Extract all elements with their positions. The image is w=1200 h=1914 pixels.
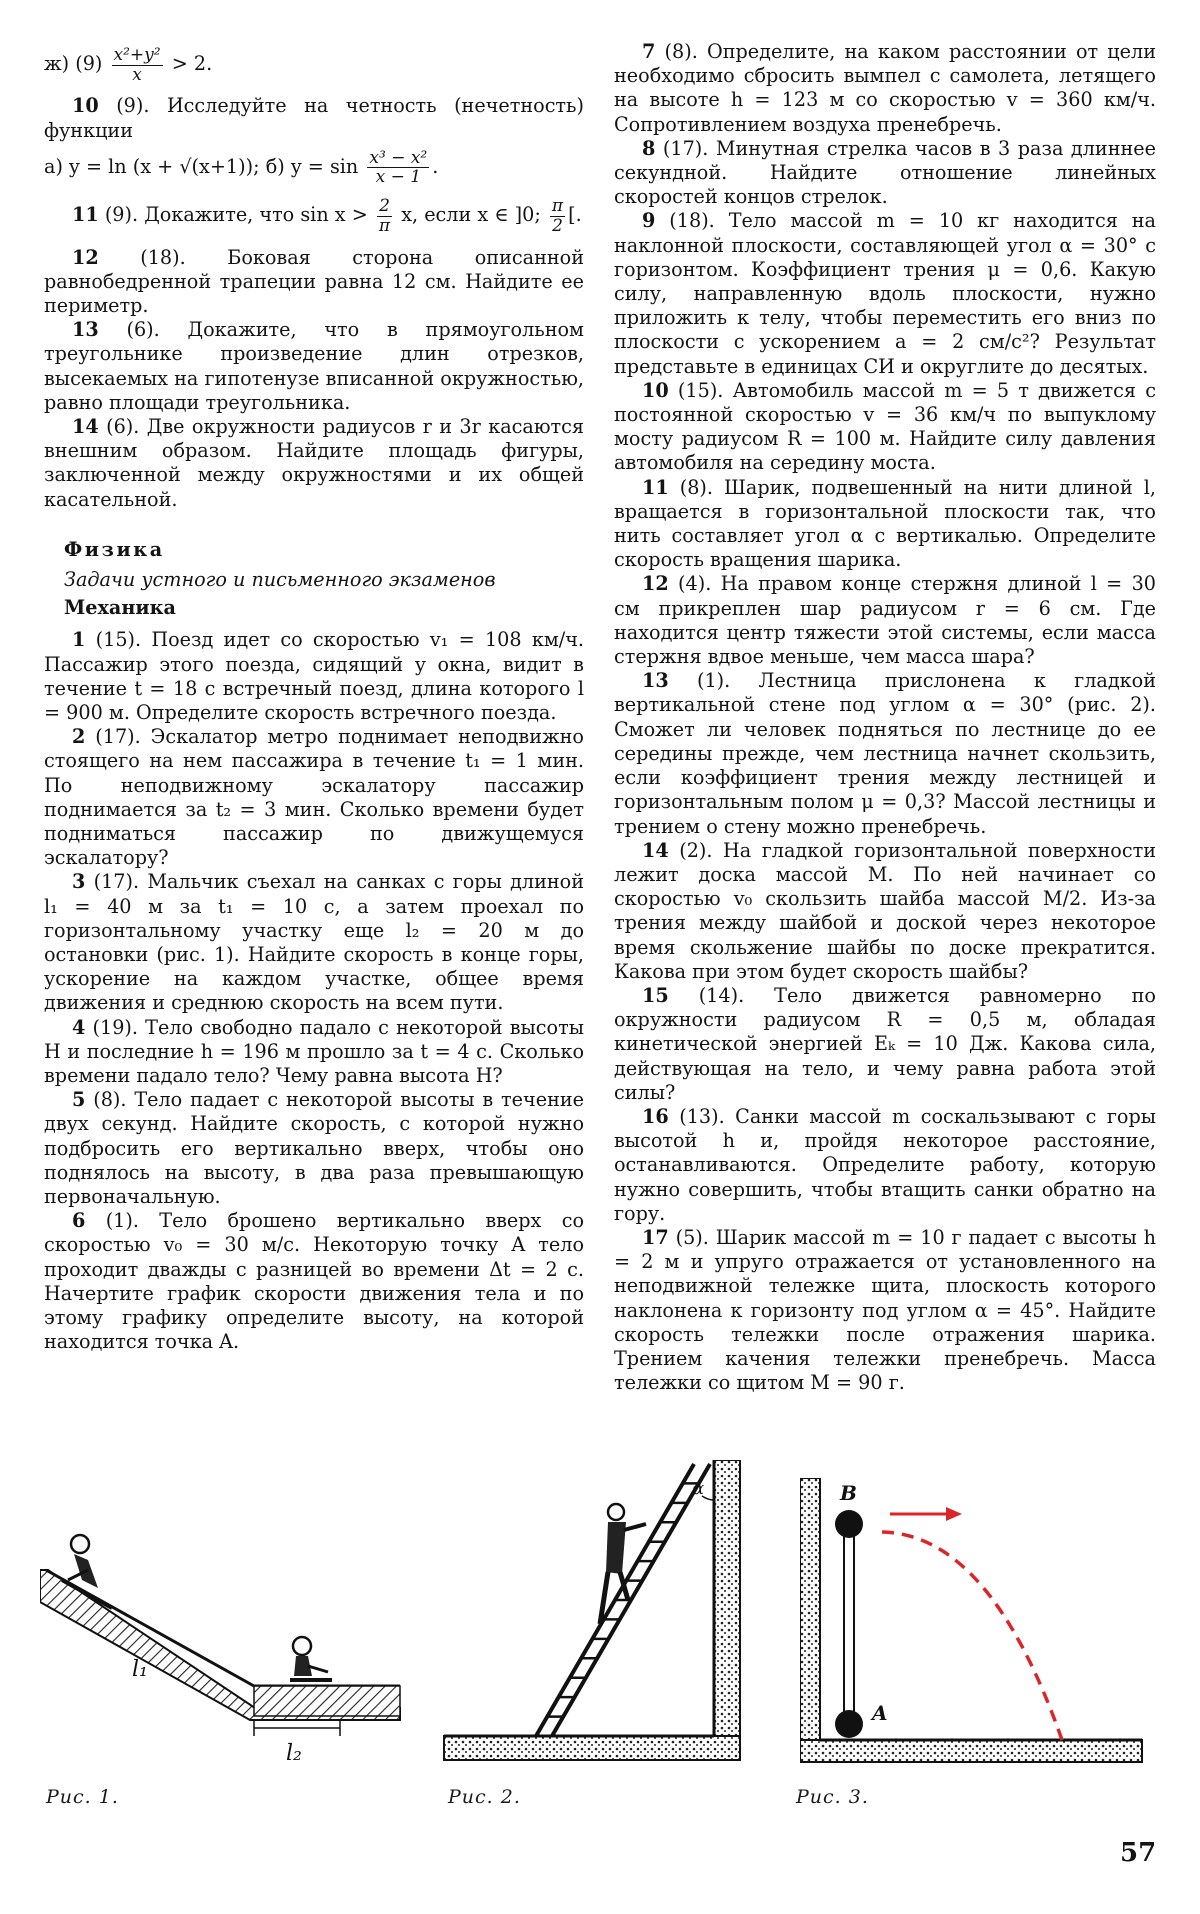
item-11-fraction	[377, 197, 392, 235]
right-column	[614, 40, 1156, 1395]
ball-b	[835, 1510, 863, 1538]
phys-7-num: 7	[642, 40, 656, 63]
sledder-bottom-icon	[290, 1637, 332, 1680]
left-column	[44, 40, 584, 1354]
subsection-italic: Задачи устного и письменного экзаменов	[64, 567, 496, 591]
item-11-text3: x ∈ ]0;	[477, 203, 541, 227]
phys-1-text: (15). Поезд идет со скоростью v₁ = 108 км/ч. Пассажир этого поезда, сидящий у окна, видит в течение t = 18 с встречный поезд, длина которого l = 900 м. Определите скорость встречного поезда.	[44, 628, 584, 724]
caption-fig-3: Рис. 3.	[796, 1786, 869, 1808]
item-zh-fraction	[112, 46, 163, 84]
item-13-num: 13	[72, 318, 99, 342]
phys-9-text: (18). Тело массой m = 10 кг находится на наклонной плоскости, составляющей угол α = 30° с горизонтом. Коэффициент трения μ = 0,6. Какую силу, направленную вдоль плоскости, нужно приложить к телу, чтобы переместить его вниз по плоскости с ускорением a = 2 см/с²? Результат представьте в единицах СИ и округлите до десятых.	[614, 209, 1156, 378]
rod	[844, 1524, 854, 1724]
phys-11	[614, 476, 1156, 573]
phys-13-num: 13	[642, 669, 669, 693]
phys-2	[44, 725, 584, 870]
item-13	[44, 318, 584, 415]
label-b: B	[840, 1481, 857, 1505]
item-11-text4: [.	[568, 203, 582, 227]
phys-13-text: (1). Лестница прислонена к гладкой вертикальной стене под углом α = 30° (рис. 2). Сможет ли человек подняться по лестнице до ее середины прежде, чем лестница начнет скользить, если коэффициент трения между лестницей и горизонтальным полом μ = 0,3? Массой лестницы и трением о стену можно пренебречь.	[614, 669, 1156, 838]
phys-6-num: 6	[72, 1209, 86, 1233]
ball-a	[835, 1710, 863, 1738]
phys-14	[614, 839, 1156, 984]
item-11-text2: x, если	[401, 203, 472, 227]
phys-1-num: 1	[72, 628, 86, 652]
item-12-num: 12	[72, 245, 99, 269]
item-11-text: (9). Докажите, что sin x >	[104, 203, 368, 227]
item-10-b: б) y = sin	[265, 154, 359, 178]
item-11-fraction2	[550, 197, 565, 235]
phys-7	[614, 40, 1156, 137]
item-zh-frac-num: x²+y²	[113, 45, 161, 65]
phys-8	[614, 137, 1156, 210]
phys-8-num: 8	[642, 136, 656, 160]
phys-17-text: (5). Шарик массой m = 10 г падает с высоты h = 2 м и упруго отражается от установленного на неподвижной тележке щита, плоскость которого наклонена к горизонту под углом α = 45°. Найдите скорость тележки после отражения шарика. Трением качения тележки пренебречь. Масса тележки со щитом M = 90 г.	[614, 1225, 1156, 1395]
phys-15-text: (14). Тело движется равномерно по окружности радиусом R = 0,5 м, обладая кинетической энергией Eₖ = 10 Дж. Какова сила, действующая на тело, и чему равна работа этой силы?	[614, 983, 1156, 1104]
flat-ground	[254, 1686, 400, 1716]
person-climbing-icon	[600, 1504, 646, 1624]
phys-12-num: 12	[642, 572, 669, 596]
label-l2: l₂	[286, 1741, 302, 1766]
item-14-num: 14	[72, 414, 99, 438]
phys-5-text: (8). Тело падает с некоторой высоты в течение двух секунд. Найдите скорость, с которой нужно подбросить его вертикально вверх, чтобы оно поднялось на высоту, в два раза превышающую первоначальную.	[44, 1088, 584, 1209]
item-14	[44, 415, 584, 512]
phys-6	[44, 1209, 584, 1354]
trajectory-dashed	[882, 1532, 1062, 1740]
phys-3	[44, 870, 584, 1015]
page-number: 57	[1120, 1838, 1157, 1868]
phys-11-num: 11	[642, 475, 669, 499]
item-10	[44, 94, 584, 142]
phys-5	[44, 1088, 584, 1209]
figure-3-rod-trajectory	[800, 1478, 1150, 1778]
item-11	[44, 197, 584, 235]
phys-13	[614, 669, 1156, 838]
item-10-text: (9). Исследуйте на четность (нечетность) функции	[44, 94, 584, 142]
label-a: A	[872, 1701, 888, 1725]
caption-fig-2: Рис. 2.	[448, 1786, 521, 1808]
phys-9-num: 9	[642, 209, 656, 233]
floor	[444, 1736, 740, 1760]
item-14-text: (6). Две окружности радиусов r и 3r касаются внешним образом. Найдите площадь фигуры, заключенной между окружностями и их общей касательной.	[44, 414, 584, 511]
item-zh-prefix: ж) (9)	[44, 52, 103, 76]
phys-3-text: (17). Мальчик съехал на санках с горы длиной l₁ = 40 м за t₁ = 10 с, а затем проехал по горизонтальному участку еще l₂ = 20 м до остановки (рис. 1). Найдите скорость в конце горы, ускорение на каждом участке, общее время движения и среднюю скорость на всем пути.	[44, 870, 584, 1015]
ladder-rungs	[547, 1483, 698, 1716]
left-wall	[800, 1478, 820, 1762]
phys-2-text: (17). Эскалатор метро поднимает неподвижно стоящего на нем пассажира в течение t₁ = 1 мин. По неподвижному эскалатору пассажир поднимается за t₂ = 3 мин. Сколько времени будет подниматься пассажир по движущемуся эскалатору?	[44, 725, 584, 870]
phys-8-text: (17). Минутная стрелка часов в 3 раза длиннее секундной. Найдите отношение линейных скоростей концов стрелок.	[614, 136, 1156, 209]
phys-12-text: (4). На правом конце стержня длиной l = 30 см прикреплен шар радиусом r = 6 см. Где находится центр тяжести этой системы, если масса стержня вдвое меньше, чем масса шара?	[614, 572, 1156, 669]
phys-3-num: 3	[72, 870, 86, 894]
item-10-b-suffix: .	[432, 154, 439, 178]
wall	[714, 1460, 740, 1760]
phys-16-text: (13). Санки массой m соскальзывают с горы высотой h и, пройдя некоторое расстояние, останавливаются. Определите работу, которую нужно совершить, чтобы втащить санки обратно на гору.	[614, 1104, 1156, 1225]
item-11-num: 11	[72, 203, 99, 227]
item-11-frac-num: 2	[377, 197, 392, 217]
phys-2-num: 2	[72, 725, 86, 749]
label-alpha: α	[692, 1478, 705, 1499]
caption-fig-1: Рис. 1.	[46, 1786, 119, 1808]
label-l1: l₁	[132, 1657, 148, 1682]
item-12-text: (18). Боковая сторона описанной равнобедренной трапеции равна 12 см. Найдите ее периметр.	[44, 245, 584, 317]
phys-16-num: 16	[642, 1104, 669, 1128]
phys-12	[614, 572, 1156, 669]
section-title: Физика	[64, 537, 165, 561]
item-zh	[44, 46, 584, 84]
phys-17-num: 17	[642, 1225, 669, 1249]
subsection-bold: Механика	[64, 596, 176, 620]
phys-10-text: (15). Автомобиль массой m = 5 т движется с постоянной скоростью v = 36 км/ч по выпуклому мосту радиусом R = 100 м. Найдите силу давления автомобиля на середину моста.	[614, 378, 1156, 475]
item-zh-frac-den: x	[132, 64, 142, 85]
phys-14-text: (2). На гладкой горизонтальной поверхности лежит доска массой M. По ней начинает со скоростью v₀ скользить шайба массой M/2. Из-за трения между шайбой и доской через некоторое время скольжение шайбы по доске прекратится. Какова при этом будет скорость шайбы?	[614, 838, 1156, 983]
phys-9	[614, 209, 1156, 378]
phys-4-text: (19). Тело свободно падало с некоторой высоты H и последние h = 196 м прошло за t = 4 с. Сколько времени падало тело? Чему равна высота H?	[44, 1015, 584, 1088]
item-11-frac2-num: π	[551, 196, 564, 217]
phys-4-num: 4	[72, 1015, 86, 1039]
phys-11-text: (8). Шарик, подвешенный на нити длиной l, вращается в горизонтальной плоскости так, что нить составляет угол α с вертикалью. Определите скорость вращения шарика.	[614, 475, 1156, 572]
item-13-text: (6). Докажите, что в прямоугольном треугольнике произведение длин отрезков, высекаемых на гипотенузе вписанной окружностью, равно площади треугольника.	[44, 318, 584, 414]
phys-5-num: 5	[72, 1088, 86, 1112]
item-10-b-fraction	[367, 149, 429, 187]
item-12	[44, 246, 584, 319]
phys-14-num: 14	[642, 838, 669, 862]
phys-16	[614, 1105, 1156, 1226]
phys-10	[614, 379, 1156, 476]
item-zh-suffix: > 2.	[171, 52, 213, 76]
item-10-formulas	[44, 149, 584, 187]
item-11-frac-den: π	[378, 215, 391, 236]
phys-15	[614, 984, 1156, 1105]
phys-7-text: (8). Определите, на каком расстоянии от цели необходимо сбросить вымпел с самолета, летящего на высоте h = 123 м со скоростью v = 360 км/ч. Сопротивлением воздуха пренебречь.	[614, 40, 1156, 136]
phys-1	[44, 628, 584, 725]
phys-10-num: 10	[642, 378, 669, 402]
phys-6-text: (1). Тело брошено вертикально вверх со скоростью v₀ = 30 м/с. Некоторую точку A тело проходит дважды с разницей во времени Δt = 2 с. Начертите график скорости движения тела и по этому графику определите высоту, на которой находится точка A.	[44, 1209, 584, 1354]
phys-4	[44, 1016, 584, 1089]
item-11-frac2-den: 2	[552, 215, 563, 236]
figure-2-ladder	[440, 1460, 750, 1780]
item-10-b-frac-num: x³ − x²	[369, 147, 428, 168]
item-10-b-frac-den: x − 1	[375, 167, 422, 188]
ground	[800, 1740, 1142, 1762]
velocity-arrow-head-icon	[946, 1507, 962, 1521]
figure-1-sled-slope	[40, 1510, 420, 1780]
item-10-num: 10	[72, 94, 99, 118]
phys-15-num: 15	[642, 983, 669, 1007]
phys-17	[614, 1226, 1156, 1395]
item-10-a: а) y = ln (x + √(x+1));	[44, 154, 260, 178]
